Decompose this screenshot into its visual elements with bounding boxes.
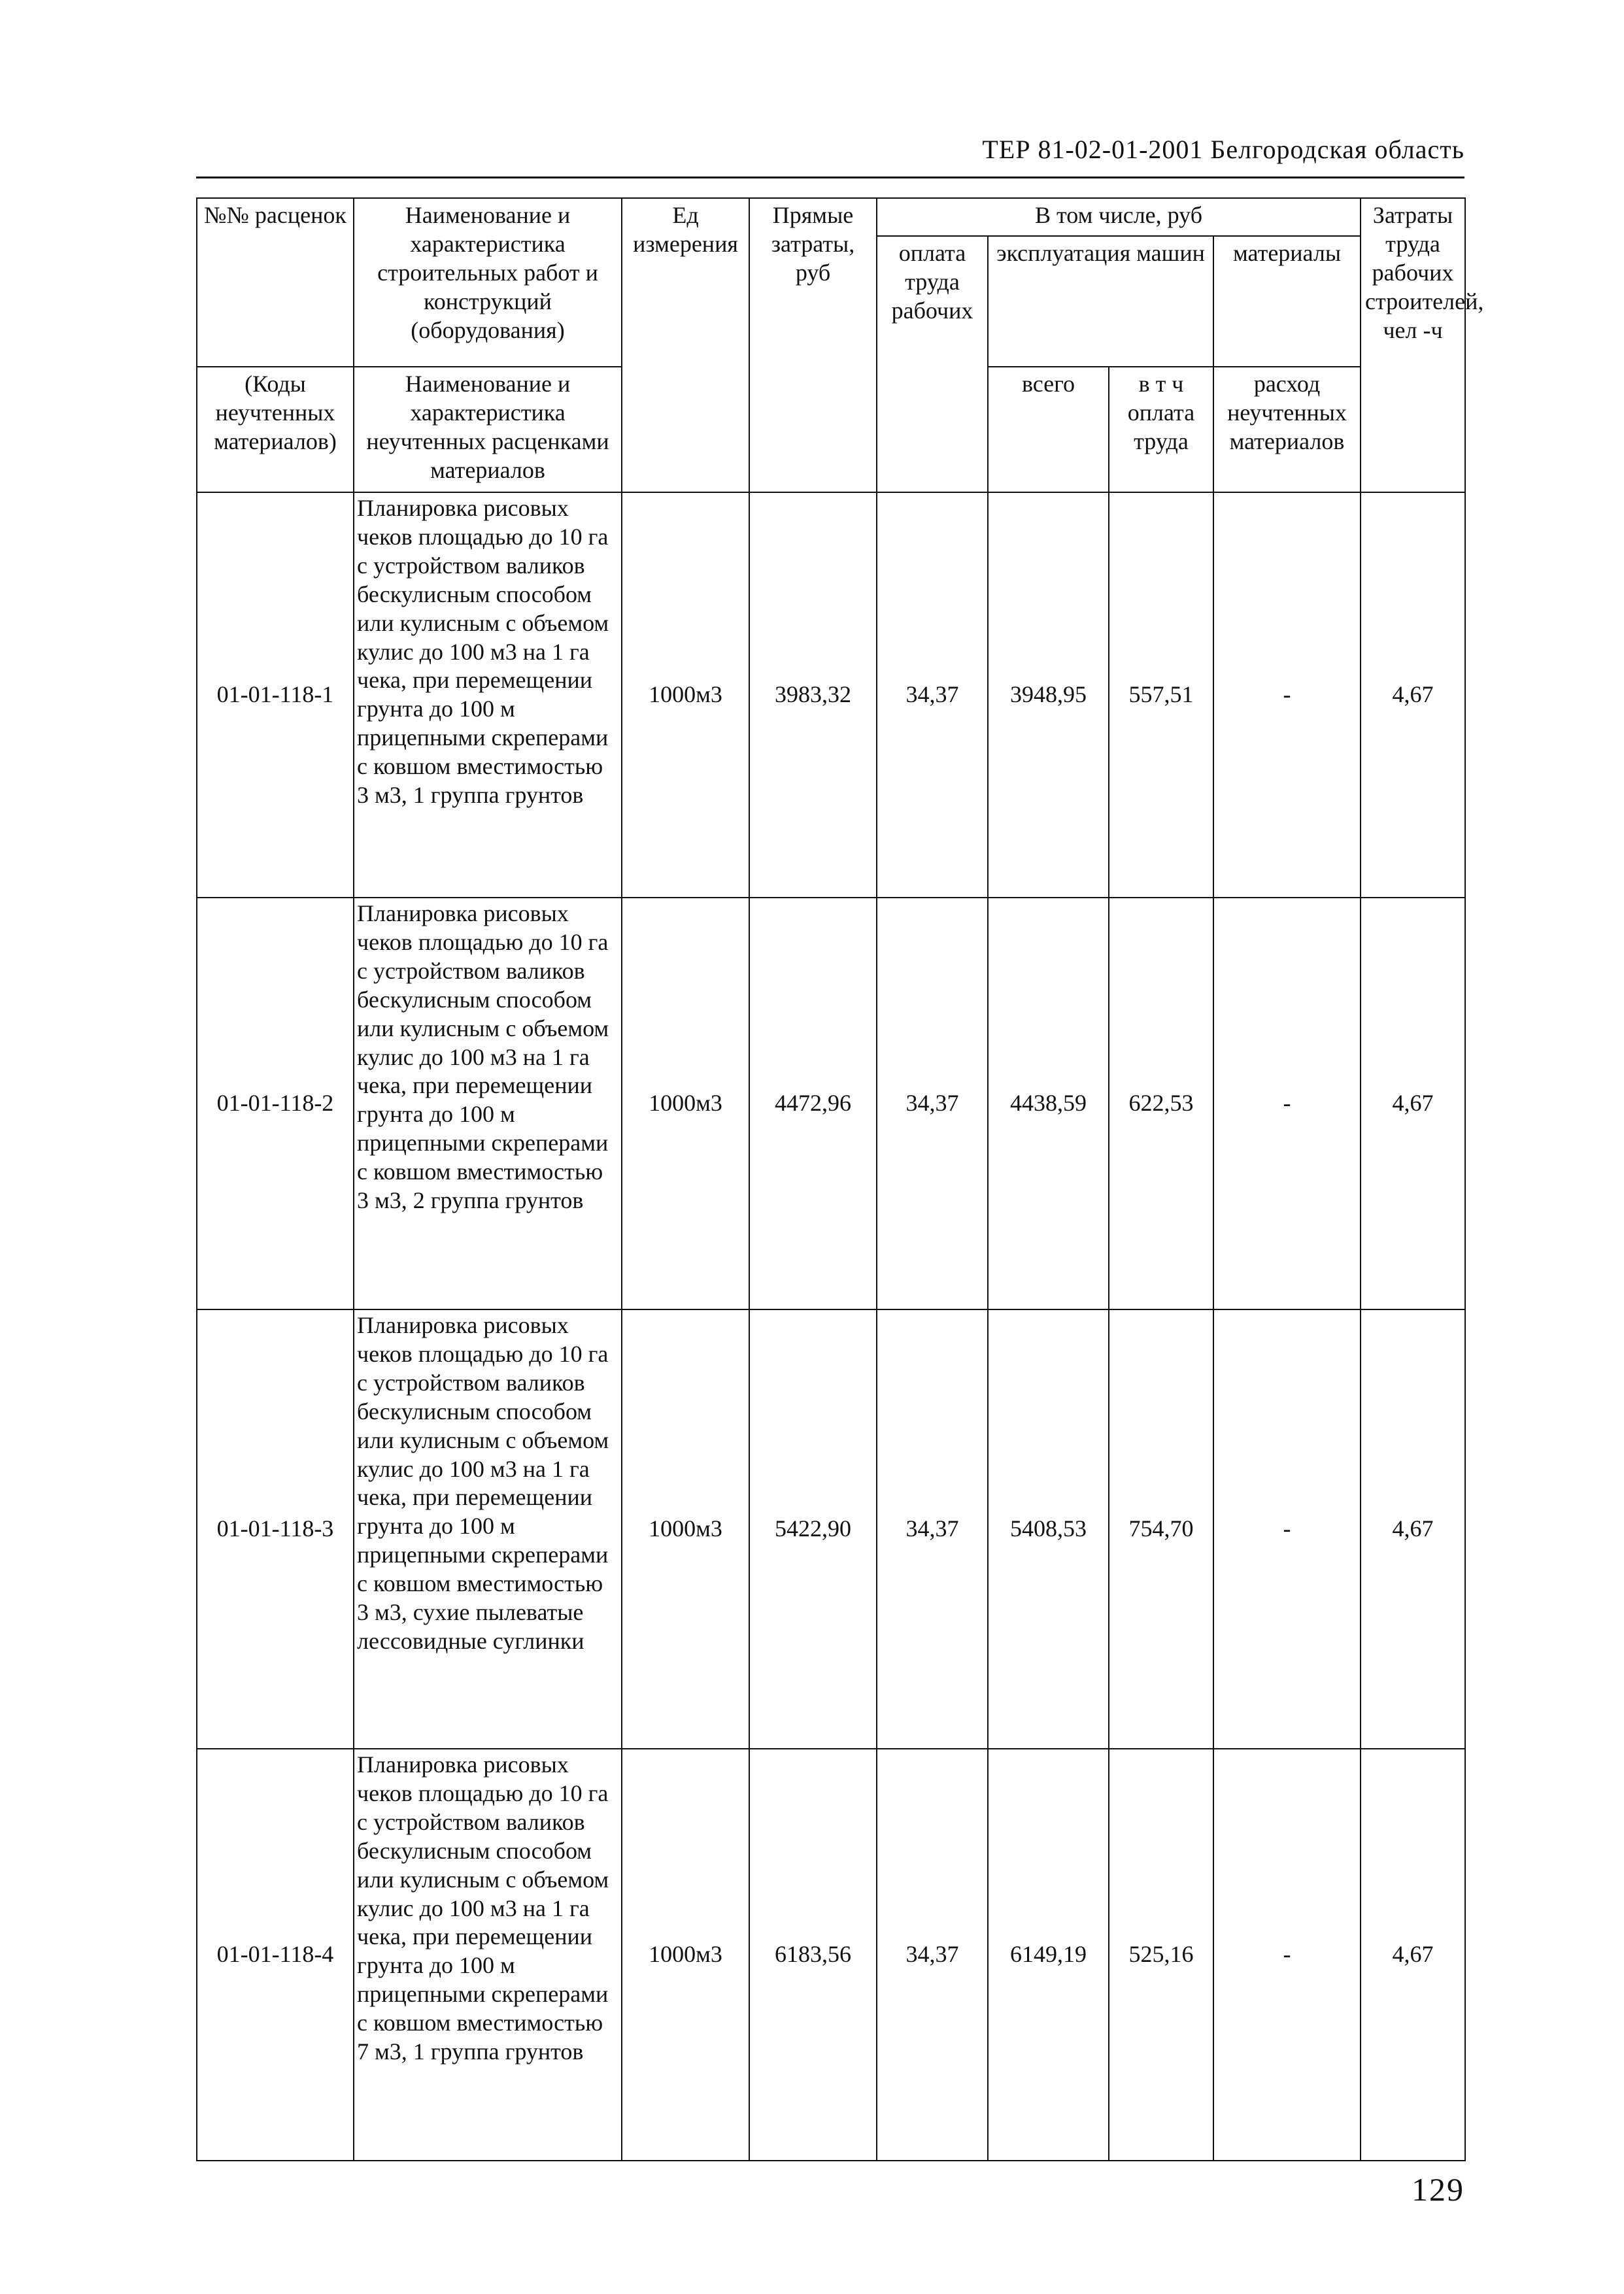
direct-costs-cell: 3983,32 <box>749 492 877 898</box>
header-rule <box>196 177 1464 178</box>
header-unaccounted-consumption: расход неучтенных материалов <box>1213 367 1361 492</box>
table-row <box>197 1749 1465 2161</box>
header-rate-code: №№ расценок <box>197 198 354 367</box>
header-codes-unaccounted: (Коды неучтенных материалов) <box>197 367 354 492</box>
table-row <box>197 898 1465 1309</box>
labor-costs-cell: 4,67 <box>1361 492 1465 898</box>
header-labor-costs: Затраты труда рабочих строителей, чел -ч <box>1361 198 1465 492</box>
direct-costs-cell: 6183,56 <box>749 1749 877 2161</box>
header-unit: Ед измерения <box>622 198 749 492</box>
work-description: Планировка рисовых чеков площадью до 10 га с устройством валиков бескулисным способом или кулисным с объемом кулис до 100 м3 на 1 га чека, при перемещении грунта до 100 м прицепными скреперами с ковшом вместимостью 3 м3, 1 группа грунтов <box>354 492 622 898</box>
header-labor-pay: оплата труда рабочих <box>877 236 988 492</box>
work-description: Планировка рисовых чеков площадью до 10 га с устройством валиков бескулисным способом или кулисным с объемом кулис до 100 м3 на 1 га чека, при перемещении грунта до 100 м прицепными скреперами с ковшом вместимостью 3 м3, сухие пылеватые лессовидные суглинки <box>354 1309 622 1749</box>
labor-costs-cell: 4,67 <box>1361 1749 1465 2161</box>
rates-table <box>196 197 1484 2161</box>
machine-labor-cell: 622,53 <box>1109 898 1213 1309</box>
machine-total-cell: 6149,19 <box>988 1749 1109 2161</box>
materials-cell: - <box>1213 492 1361 898</box>
rate-code: 01-01-118-1 <box>197 492 354 898</box>
header-machine-operation: эксплуатация машин <box>988 236 1213 367</box>
unit-cell: 1000м3 <box>622 1309 749 1749</box>
direct-costs-cell: 5422,90 <box>749 1309 877 1749</box>
header-row-1 <box>197 198 1465 236</box>
work-description: Планировка рисовых чеков площадью до 10 га с устройством валиков бескулисным способом или кулисным с объемом кулис до 100 м3 на 1 га чека, при перемещении грунта до 100 м прицепными скреперами с ковшом вместимостью 7 м3, 1 группа грунтов <box>354 1749 622 2161</box>
materials-cell: - <box>1213 1749 1361 2161</box>
unit-cell: 1000м3 <box>622 492 749 898</box>
labor-pay-cell: 34,37 <box>877 898 988 1309</box>
machine-labor-cell: 525,16 <box>1109 1749 1213 2161</box>
header-name-unaccounted: Наименование и характеристика неучтенных расценками материалов <box>354 367 622 492</box>
running-header: ТЕР 81-02-01-2001 Белгородская область <box>982 135 1464 164</box>
labor-pay-cell: 34,37 <box>877 1749 988 2161</box>
rate-code: 01-01-118-2 <box>197 898 354 1309</box>
labor-costs-cell: 4,67 <box>1361 1309 1465 1749</box>
work-description: Планировка рисовых чеков площадью до 10 га с устройством валиков бескулисным способом или кулисным с объемом кулис до 100 м3 на 1 га чека, при перемещении грунта до 100 м прицепными скреперами с ковшом вместимостью 3 м3, 2 группа грунтов <box>354 898 622 1309</box>
labor-pay-cell: 34,37 <box>877 1309 988 1749</box>
page-number: 129 <box>1412 2171 1464 2208</box>
rate-code: 01-01-118-4 <box>197 1749 354 2161</box>
table-row <box>197 492 1465 898</box>
labor-pay-cell: 34,37 <box>877 492 988 898</box>
machine-labor-cell: 557,51 <box>1109 492 1213 898</box>
machine-labor-cell: 754,70 <box>1109 1309 1213 1749</box>
rate-code: 01-01-118-3 <box>197 1309 354 1749</box>
header-including: В том числе, руб <box>877 198 1361 236</box>
labor-costs-cell: 4,67 <box>1361 898 1465 1309</box>
machine-total-cell: 5408,53 <box>988 1309 1109 1749</box>
machine-total-cell: 4438,59 <box>988 898 1109 1309</box>
machine-total-cell: 3948,95 <box>988 492 1109 898</box>
header-name: Наименование и характеристика строительных работ и конструкций (оборудования) <box>354 198 622 367</box>
header-machine-labor-part: в т ч оплата труда <box>1109 367 1213 492</box>
materials-cell: - <box>1213 1309 1361 1749</box>
unit-cell: 1000м3 <box>622 898 749 1309</box>
direct-costs-cell: 4472,96 <box>749 898 877 1309</box>
unit-cell: 1000м3 <box>622 1749 749 2161</box>
materials-cell: - <box>1213 898 1361 1309</box>
header-materials: материалы <box>1213 236 1361 367</box>
header-machine-total: всего <box>988 367 1109 492</box>
table-row <box>197 1309 1465 1749</box>
header-direct-costs: Прямые затраты, руб <box>749 198 877 492</box>
